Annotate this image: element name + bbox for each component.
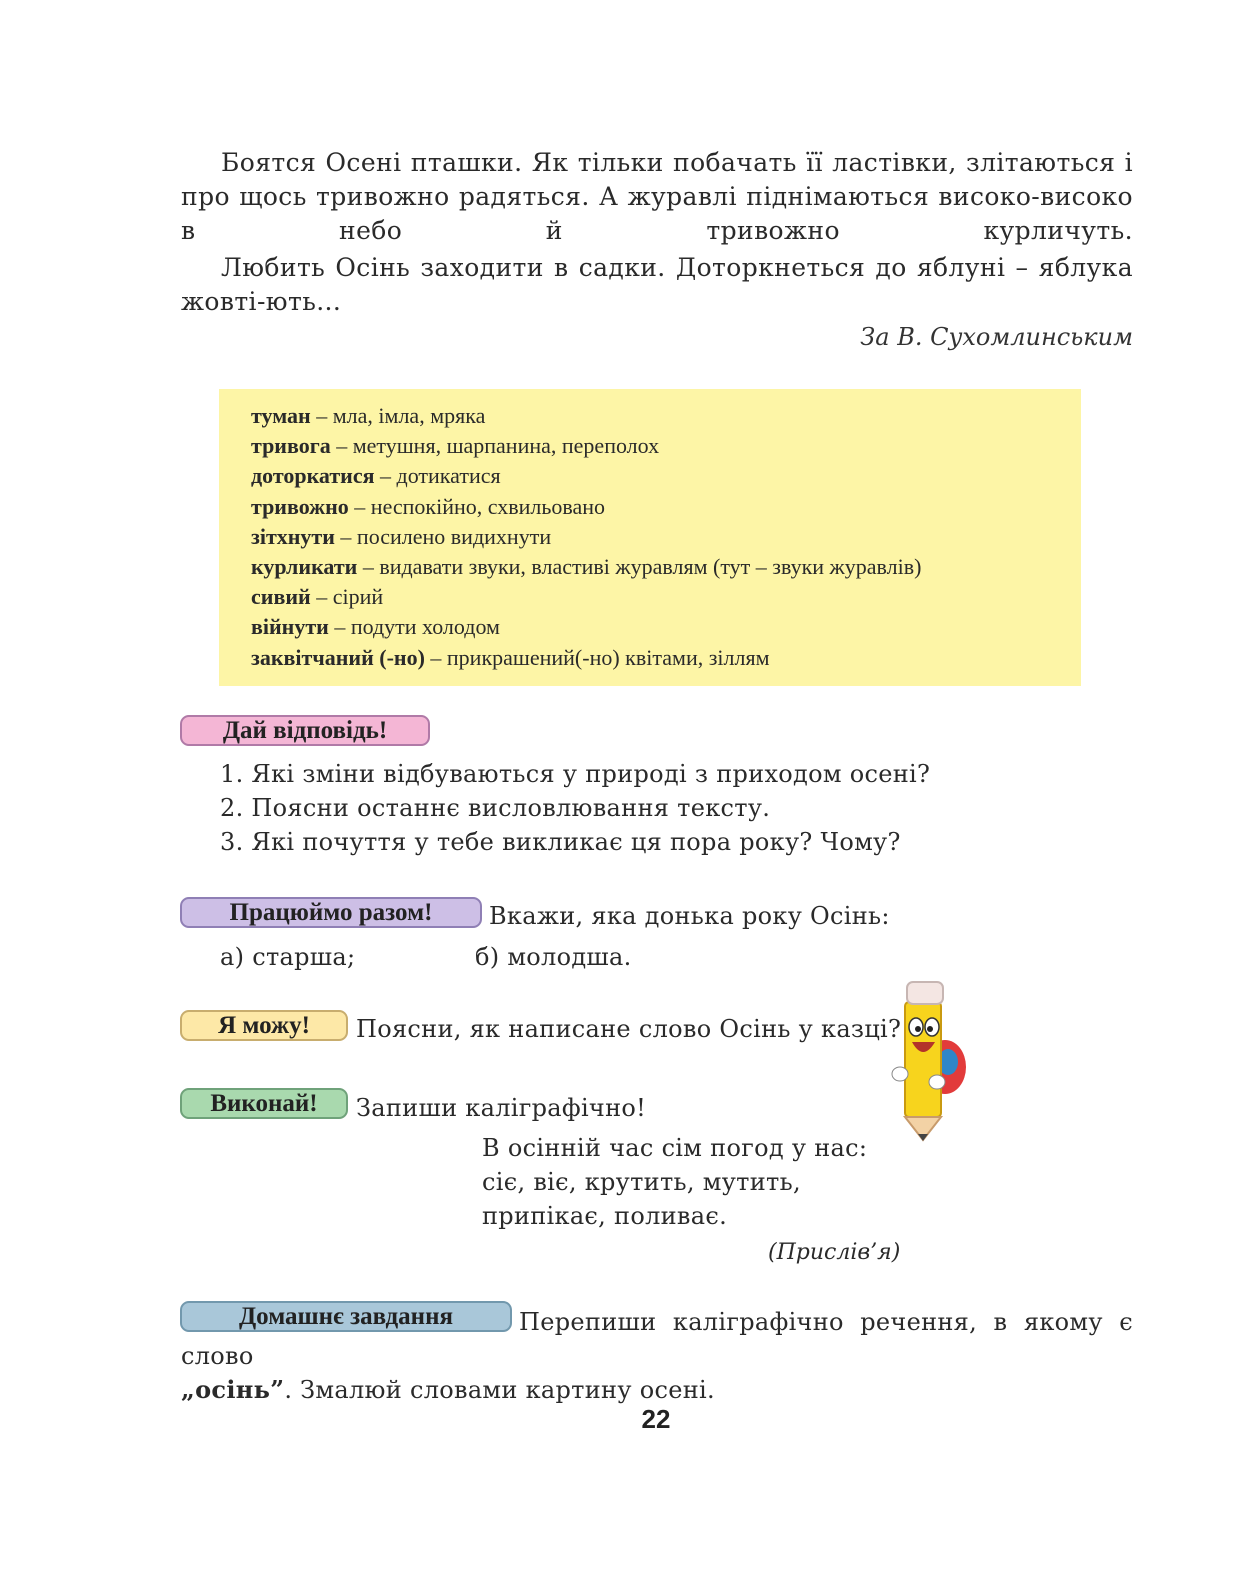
homework-text: [181, 1305, 1133, 1407]
glossary-term: заквітчаний (-но): [251, 644, 425, 670]
glossary-term: туман: [251, 403, 311, 428]
glossary-entry: [251, 612, 1081, 642]
glossary-definition: – прикрашений(-но) квітами, зіллям: [424, 644, 770, 670]
question-list: [220, 757, 930, 859]
glossary-entry: [251, 492, 1081, 522]
story-paragraph-2-text: Любить Осінь заходити в садки. Доторкнеться до яблуні – яблука жовті-ють...: [181, 253, 1133, 316]
glossary-term: сивий: [251, 584, 311, 610]
glossary-term: тривожно: [251, 493, 349, 519]
glossary-definition: – неспокійно, схвильовано: [348, 493, 606, 519]
can-task-text: Поясни, як написане слово Осінь у казці?: [356, 1015, 902, 1043]
homework-quoted-word: „осінь”: [181, 1375, 285, 1404]
glossary-entry: [251, 431, 1081, 461]
glossary-entry: [251, 401, 1081, 431]
can-task-label: Я можу!: [180, 1010, 348, 1041]
glossary-term: війнути: [251, 614, 329, 640]
homework-task-label: Домашнє завдання: [180, 1301, 512, 1332]
proverb: [482, 1131, 867, 1233]
glossary-definition: – сірий: [310, 584, 384, 610]
glossary-term: тривога: [251, 433, 331, 459]
answer-task-label: Дай відповідь!: [180, 715, 430, 746]
glossary-entry: [251, 461, 1081, 491]
together-task-label: Працюймо разом!: [180, 897, 482, 928]
attribution: За В. Сухомлинським: [860, 323, 1133, 351]
proverb-line: сіє, віє, крутить, мутить,: [482, 1168, 801, 1196]
pencil-mascot-icon: [885, 972, 970, 1147]
proverb-line: В осінній час сім погод у нас:: [482, 1134, 868, 1162]
do-task-text: Запиши каліграфічно!: [356, 1094, 647, 1122]
question-item: 2. Поясни останнє висловлювання тексту.: [220, 794, 771, 822]
glossary-definition: – мла, імла, мряка: [310, 403, 486, 428]
glossary-definition: – метушня, шарпанина, переполох: [330, 433, 660, 459]
glossary-definition: – посилено видихнути: [334, 523, 552, 549]
glossary-entry: [251, 552, 1081, 582]
proverb-line: припікає, поливає.: [482, 1202, 728, 1230]
question-item: 3. Які почуття у тебе викликає ця пора року? Чому?: [220, 828, 901, 856]
glossary-box: [219, 389, 1081, 686]
homework-line-2: . Змалюй словами картину осені.: [284, 1376, 715, 1404]
page-number: 22: [641, 1404, 671, 1434]
option-b: б) молодша.: [475, 943, 632, 971]
glossary-term: доторкатися: [251, 463, 375, 489]
glossary-term: зітхнути: [251, 523, 335, 549]
proverb-source: (Прислів’я): [768, 1240, 901, 1265]
glossary-term: курликати: [251, 554, 358, 580]
story-paragraph-1: Боятся Осені пташки. Як тільки побачать її ластівки, злітаються і про щось тривожно радяться. А журавлі піднімаються високо-високо в небо й тривожно курличуть.: [181, 148, 1133, 245]
glossary-definition: – подути холодом: [328, 614, 500, 640]
together-task-text: Вкажи, яка донька року Осінь:: [489, 902, 890, 930]
glossary-definition: – видавати звуки, властиві журавлям (тут – звуки журавлів): [357, 554, 922, 580]
story-paragraph-2: [181, 251, 1133, 319]
homework-line-1: Перепиши каліграфічно речення, в якому є слово: [181, 1308, 1133, 1370]
glossary-entry: [251, 582, 1081, 612]
option-a: а) старша;: [220, 943, 356, 971]
glossary-entry: [251, 643, 1081, 673]
do-task-label: Виконай!: [180, 1088, 348, 1119]
question-item: 1. Які зміни відбуваються у природі з приходом осені?: [220, 760, 931, 788]
glossary-entry: [251, 522, 1081, 552]
glossary-definition: – дотикатися: [374, 463, 501, 489]
